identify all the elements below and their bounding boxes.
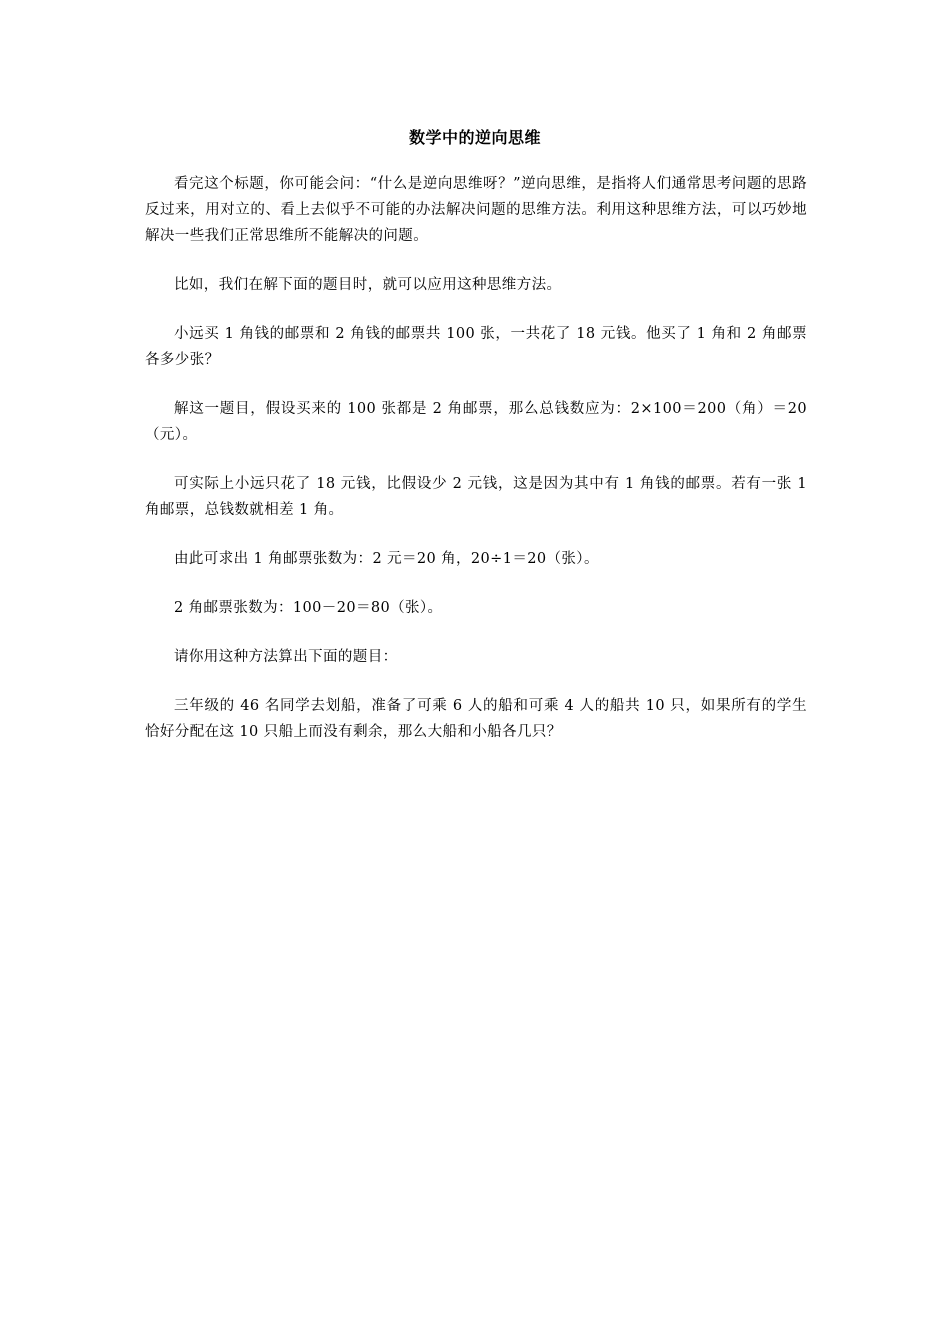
paragraph-exercise-lead: 请你用这种方法算出下面的题目： <box>174 649 398 665</box>
paragraph-stamp-problem: 小远买 1 角钱的邮票和 2 角钱的邮票共 100 张，一共花了 18 元钱。他买了 1 角和 2 角邮票各多少张？ <box>145 326 807 368</box>
paragraph-solution-one-jiao: 由此可求出 1 角邮票张数为：2 元＝20 角，20÷1＝20（张）。 <box>174 551 599 567</box>
paragraph-intro: 看完这个标题，你可能会问：“什么是逆向思维呀？”逆向思维，是指将人们通常思考问题的思路反过来，用对立的、看上去似乎不可能的办法解决问题的思维方法。利用这种思维方法，可以巧妙地解决一些我们正常思维所不能解决的问题。 <box>145 176 807 244</box>
paragraph-solution-assumption: 解这一题目，假设买来的 100 张都是 2 角邮票，那么总钱数应为：2×100＝200（角）＝20（元）。 <box>145 401 807 443</box>
paragraph-example-lead: 比如，我们在解下面的题目时，就可以应用这种思维方法。 <box>174 277 562 293</box>
paragraph-boat-problem: 三年级的 46 名同学去划船，准备了可乘 6 人的船和可乘 4 人的船共 10 只，如果所有的学生恰好分配在这 10 只船上而没有剩余，那么大船和小船各几只？ <box>145 698 807 740</box>
document-body <box>145 171 807 768</box>
paragraph-solution-difference: 可实际上小远只花了 18 元钱，比假设少 2 元钱，这是因为其中有 1 角钱的邮票。若有一张 1 角邮票，总钱数就相差 1 角。 <box>145 476 807 518</box>
page-title: 数学中的逆向思维 <box>408 128 541 147</box>
paragraph-solution-two-jiao: 2 角邮票张数为：100－20＝80（张）。 <box>174 600 443 616</box>
